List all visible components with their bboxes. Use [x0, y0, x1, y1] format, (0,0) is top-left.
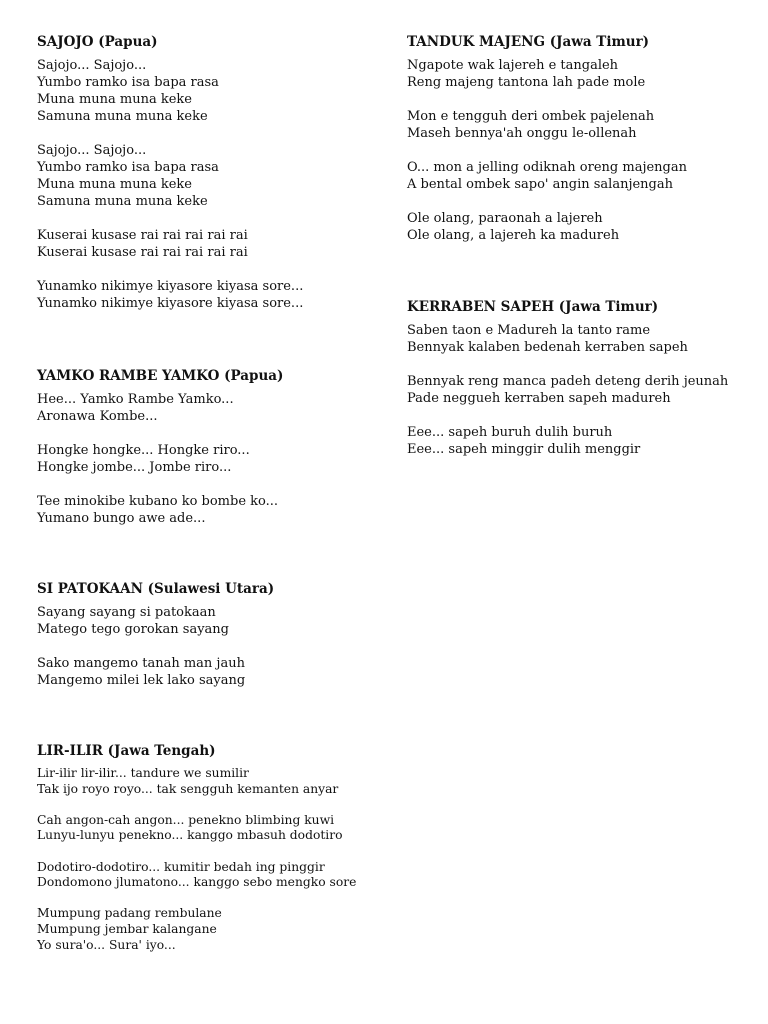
lyric-line: Sako mangemo tanah man jauh [37, 656, 245, 671]
stanza [407, 57, 747, 91]
lyric-line: Eee... sapeh buruh dulih buruh [407, 425, 613, 440]
song-title: TANDUK MAJENG (Jawa Timur) [407, 34, 650, 50]
song-title: YAMKO RAMBE YAMKO (Papua) [37, 368, 284, 384]
lyric-line: Yo sura'o... Sura' iyo... [37, 937, 176, 952]
lyric-line: Aronawa Kombe... [37, 409, 158, 424]
song-title: SI PATOKAAN (Sulawesi Utara) [37, 581, 275, 597]
lyric-line: Yunamko nikimye kiyasore kiyasa sore... [37, 279, 304, 294]
lyric-line: Lunyu-lunyu penekno... kanggo mbasuh dodotiro [37, 828, 343, 843]
lyric-line: Dodotiro-dodotiro... kumitir bedah ing pinggir [37, 859, 325, 874]
lyric-line: Mumpung jembar kalangane [37, 921, 217, 936]
lyric-line: Lir-ilir lir-ilir... tandure we sumilir [37, 766, 249, 780]
lyric-line: Mangemo milei lek lako sayang [37, 673, 246, 688]
lyric-line: Sajojo... Sajojo... [37, 143, 147, 158]
lyric-line: Sayang sayang si patokaan [37, 605, 216, 620]
lyric-line: O... mon a jelling odiknah oreng majengan [407, 160, 687, 175]
song-sajojo [37, 34, 377, 329]
lyric-line: Mon e tengguh deri ombek pajelenah [407, 109, 655, 124]
lyric-line: A bental ombek sapo' angin salanjengah [407, 177, 673, 192]
lyric-line: Ole olang, paraonah a lajereh [407, 211, 603, 226]
lyric-line: Maseh bennya'ah onggu le-ollenah [407, 126, 637, 141]
stanza [37, 493, 377, 527]
lyric-line: Yumbo ramko isa bapa rasa [37, 75, 219, 90]
lyric-line: Matego tego gorokan sayang [37, 622, 229, 637]
stanza [37, 813, 377, 844]
lyric-line: Hongke jombe... Jombe riro... [37, 460, 232, 475]
stanza [407, 159, 747, 193]
stanza [407, 373, 747, 407]
stanza [37, 278, 377, 312]
lyric-line: Reng majeng tantona lah pade mole [407, 75, 646, 90]
song-lir-ilir [37, 743, 377, 969]
song-tanduk-majeng [407, 34, 747, 261]
stanza [37, 227, 377, 261]
lyric-line: Dondomono jlumatono... kanggo sebo mengko sore [37, 875, 357, 890]
lyric-line: Tak ijo royo royo... tak sengguh kemanten anyar [37, 781, 339, 796]
lyric-line: Kuserai kusase rai rai rai rai rai [37, 245, 248, 260]
lyric-line: Ngapote wak lajereh e tangaleh [407, 58, 619, 73]
song-title: LIR-ILIR (Jawa Tengah) [37, 743, 216, 759]
stanza [37, 442, 377, 476]
song-kerraben-sapeh [407, 299, 747, 475]
stanza [37, 142, 377, 210]
lyric-line: Mumpung padang rembulane [37, 906, 222, 921]
song-title: SAJOJO (Papua) [37, 34, 158, 50]
lyric-line: Samuna muna muna keke [37, 109, 208, 124]
stanza [407, 322, 747, 356]
lyric-line: Yumano bungo awe ade... [37, 511, 206, 526]
lyric-line: Muna muna muna keke [37, 177, 192, 192]
stanza [37, 906, 377, 953]
lyric-line: Ole olang, a lajereh ka madureh [407, 228, 620, 243]
song-title: KERRABEN SAPEH (Jawa Timur) [407, 299, 659, 315]
lyric-line: Yunamko nikimye kiyasore kiyasa sore... [37, 296, 304, 311]
song-si-patokaan [37, 581, 377, 706]
lyric-line: Saben taon e Madureh la tanto rame [407, 323, 651, 338]
stanza [407, 210, 747, 244]
stanza [37, 766, 377, 797]
lyric-line: Kuserai kusase rai rai rai rai rai [37, 228, 248, 243]
lyric-line: Bennyak reng manca padeh deteng derih jeunah [407, 374, 729, 389]
lyric-line: Cah angon-cah angon... penekno blimbing kuwi [37, 812, 335, 827]
lyric-line: Hee... Yamko Rambe Yamko... [37, 392, 234, 407]
stanza [37, 655, 377, 689]
lyric-line: Hongke hongke... Hongke riro... [37, 443, 250, 458]
stanza [407, 424, 747, 458]
song-yamko-rambe-yamko [37, 368, 377, 544]
stanza [37, 604, 377, 638]
stanza [37, 391, 377, 425]
lyric-line: Tee minokibe kubano ko bombe ko... [37, 494, 279, 509]
lyric-line: Eee... sapeh minggir dulih menggir [407, 442, 641, 457]
stanza [407, 108, 747, 142]
lyric-line: Samuna muna muna keke [37, 194, 208, 209]
lyric-line: Bennyak kalaben bedenah kerraben sapeh [407, 340, 688, 355]
stanza [37, 57, 377, 125]
stanza [37, 860, 377, 891]
lyric-line: Yumbo ramko isa bapa rasa [37, 160, 219, 175]
lyric-line: Muna muna muna keke [37, 92, 192, 107]
lyric-line: Pade neggueh kerraben sapeh madureh [407, 391, 671, 406]
lyric-line: Sajojo... Sajojo... [37, 58, 147, 73]
